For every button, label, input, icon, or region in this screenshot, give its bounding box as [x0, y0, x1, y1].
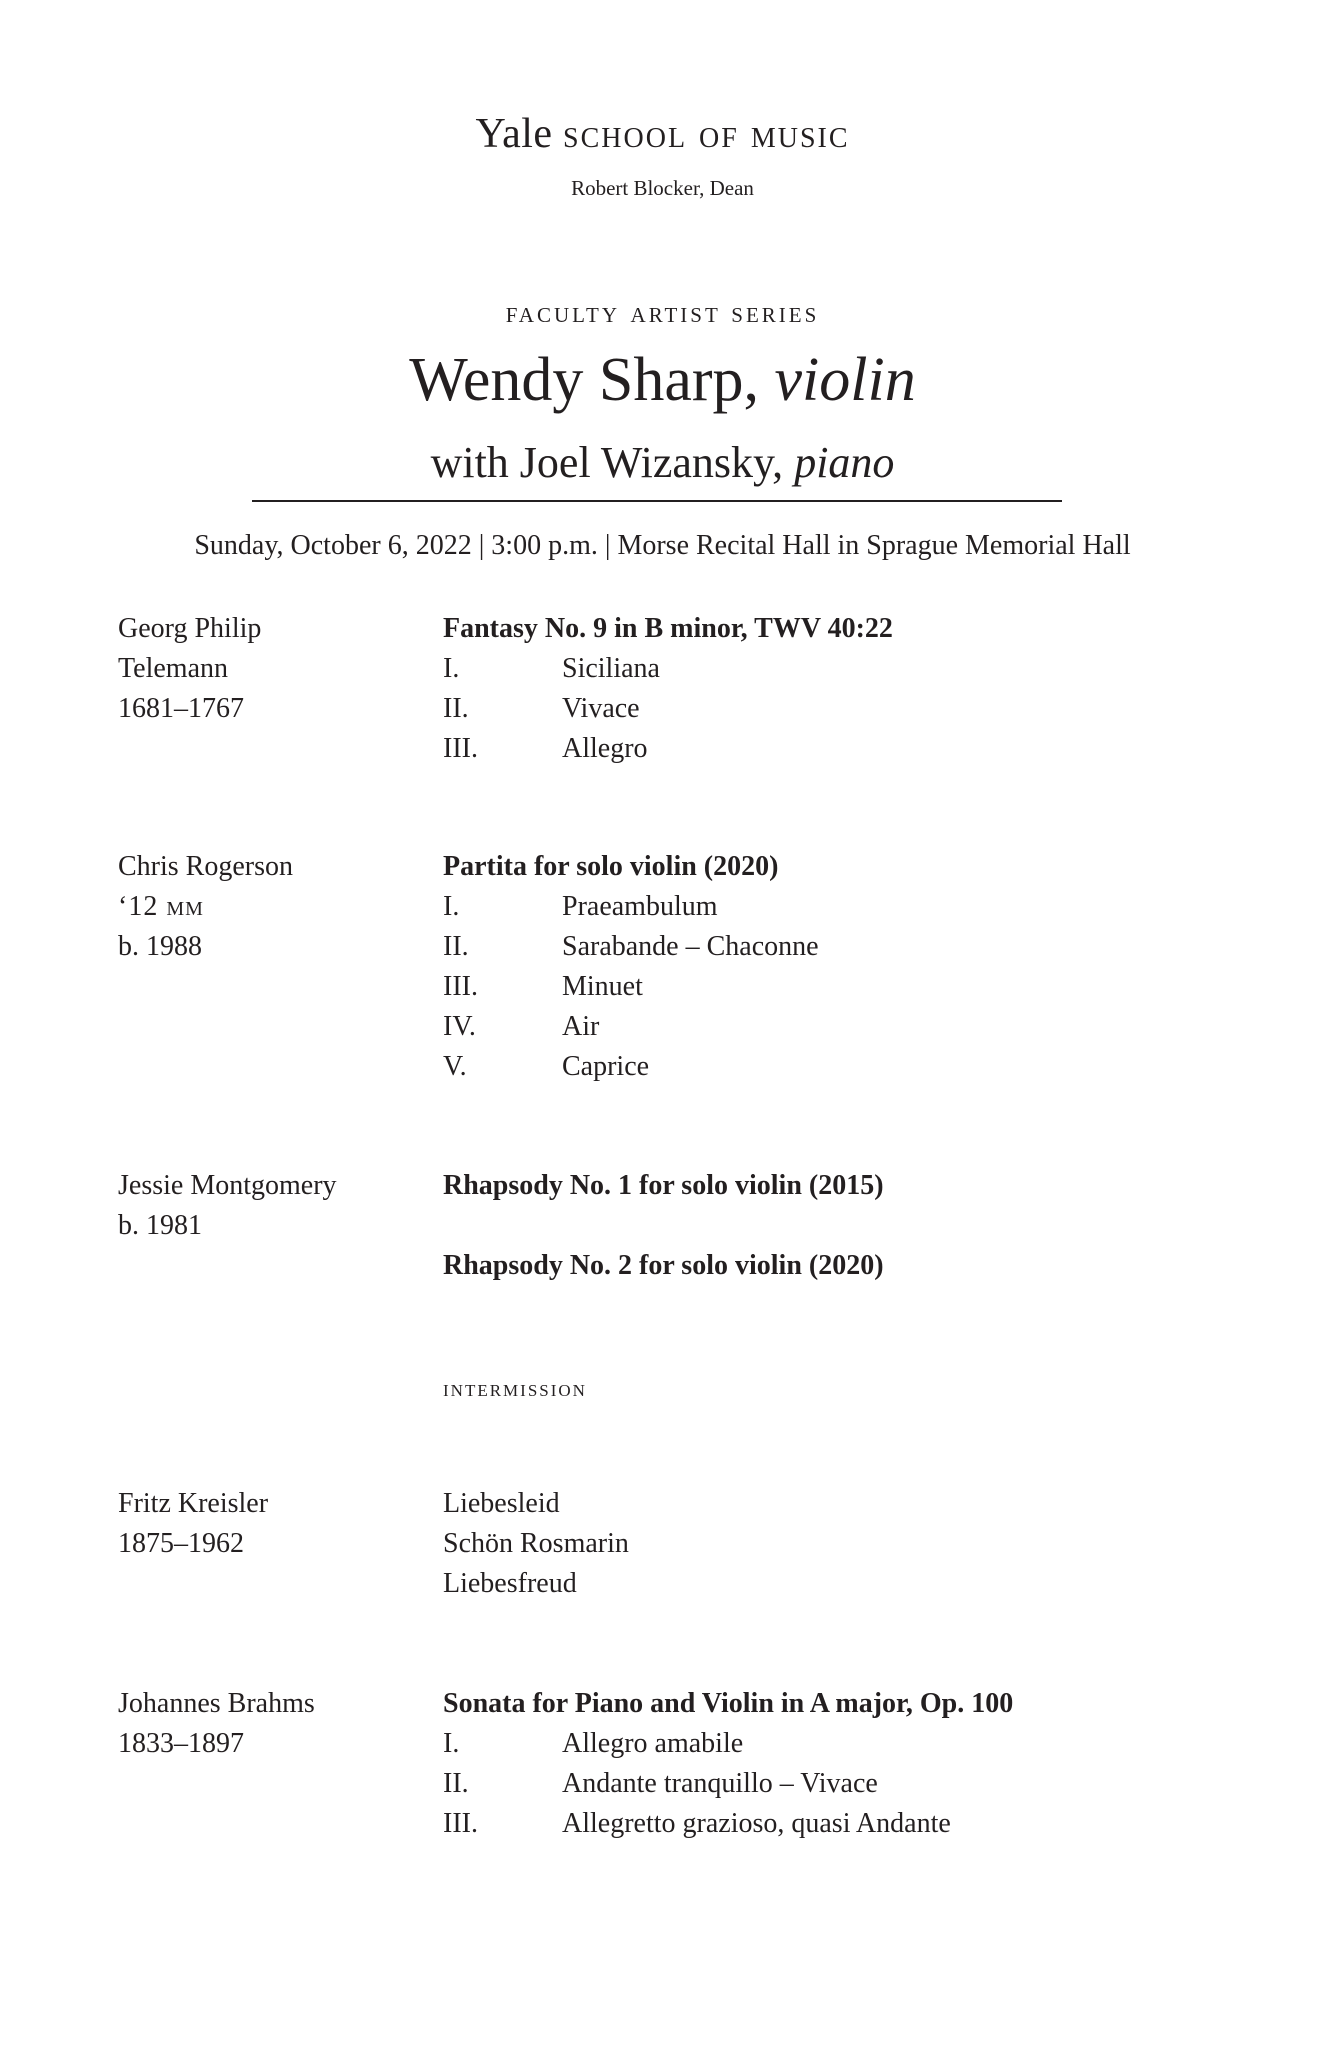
- work-title: Sonata for Piano and Violin in A major, Op. 100: [443, 1688, 1014, 1719]
- movement-title: Allegretto grazioso, quasi Andante: [562, 1808, 951, 1839]
- movement-title: Sarabande – Chaconne: [562, 931, 819, 962]
- composer-name: Georg Philip: [118, 613, 262, 644]
- performer-name: Wendy Sharp,: [409, 346, 759, 414]
- movement-title: Allegro amabile: [562, 1728, 744, 1759]
- work-title: Partita for solo violin (2020): [443, 851, 779, 882]
- work-title: Schön Rosmarin: [443, 1528, 629, 1559]
- collaborator-instrument: piano: [794, 438, 895, 487]
- school-of-music-wordmark: school of music: [563, 111, 850, 156]
- movement-title: Allegro: [562, 733, 648, 764]
- school-header: [0, 110, 1325, 201]
- movement-number: II.: [443, 931, 469, 962]
- composer-degree: ‘12 mm: [118, 891, 204, 922]
- composer-dates: b. 1988: [118, 931, 202, 962]
- intermission-label: intermission: [443, 1376, 587, 1402]
- movement-number: II.: [443, 693, 469, 724]
- movement-number: III.: [443, 971, 478, 1002]
- composer-dates: 1681–1767: [118, 693, 244, 724]
- title-divider: [252, 500, 1062, 502]
- movement-title: Air: [562, 1011, 600, 1042]
- composer-name: Johannes Brahms: [118, 1688, 315, 1719]
- movement-title: Praeambulum: [562, 891, 718, 922]
- movement-number: I.: [443, 891, 460, 922]
- composer-name: Chris Rogerson: [118, 851, 293, 882]
- movement-number: III.: [443, 1808, 478, 1839]
- composer-name: Jessie Montgomery: [118, 1170, 337, 1201]
- movement-title: Andante tranquillo – Vivace: [562, 1768, 878, 1799]
- work-title: Fantasy No. 9 in B minor, TWV 40:22: [443, 613, 893, 644]
- composer-dates: b. 1981: [118, 1210, 202, 1241]
- movement-number: III.: [443, 733, 478, 764]
- dean-line: Robert Blocker, Dean: [571, 176, 754, 200]
- work-title: Rhapsody No. 2 for solo violin (2020): [443, 1250, 884, 1281]
- collaborator-title: [0, 437, 1325, 488]
- work-title: Liebesleid: [443, 1488, 560, 1519]
- series-title: faculty artist series: [505, 296, 820, 329]
- performer-title: [0, 345, 1325, 416]
- yale-wordmark: Yale: [475, 111, 553, 157]
- work-title: Liebesfreud: [443, 1568, 577, 1599]
- movement-title: Minuet: [562, 971, 643, 1002]
- movement-number: I.: [443, 1728, 460, 1759]
- movement-title: Vivace: [562, 693, 640, 724]
- movement-number: I.: [443, 653, 460, 684]
- performer-instrument: violin: [774, 346, 916, 414]
- movement-number: IV.: [443, 1011, 476, 1042]
- composer-name: Fritz Kreisler: [118, 1488, 269, 1519]
- composer-name: Telemann: [118, 653, 228, 684]
- event-info: Sunday, October 6, 2022 | 3:00 p.m. | Morse Recital Hall in Sprague Memorial Hall: [194, 530, 1131, 561]
- movement-title: Siciliana: [562, 653, 660, 684]
- work-title: Rhapsody No. 1 for solo violin (2015): [443, 1170, 884, 1201]
- movement-number: II.: [443, 1768, 469, 1799]
- school-name: [0, 110, 1325, 158]
- composer-dates: 1833–1897: [118, 1728, 244, 1759]
- movement-number: V.: [443, 1051, 467, 1082]
- movement-title: Caprice: [562, 1051, 650, 1082]
- composer-dates: 1875–1962: [118, 1528, 244, 1559]
- collaborator-name: with Joel Wizansky,: [430, 438, 784, 487]
